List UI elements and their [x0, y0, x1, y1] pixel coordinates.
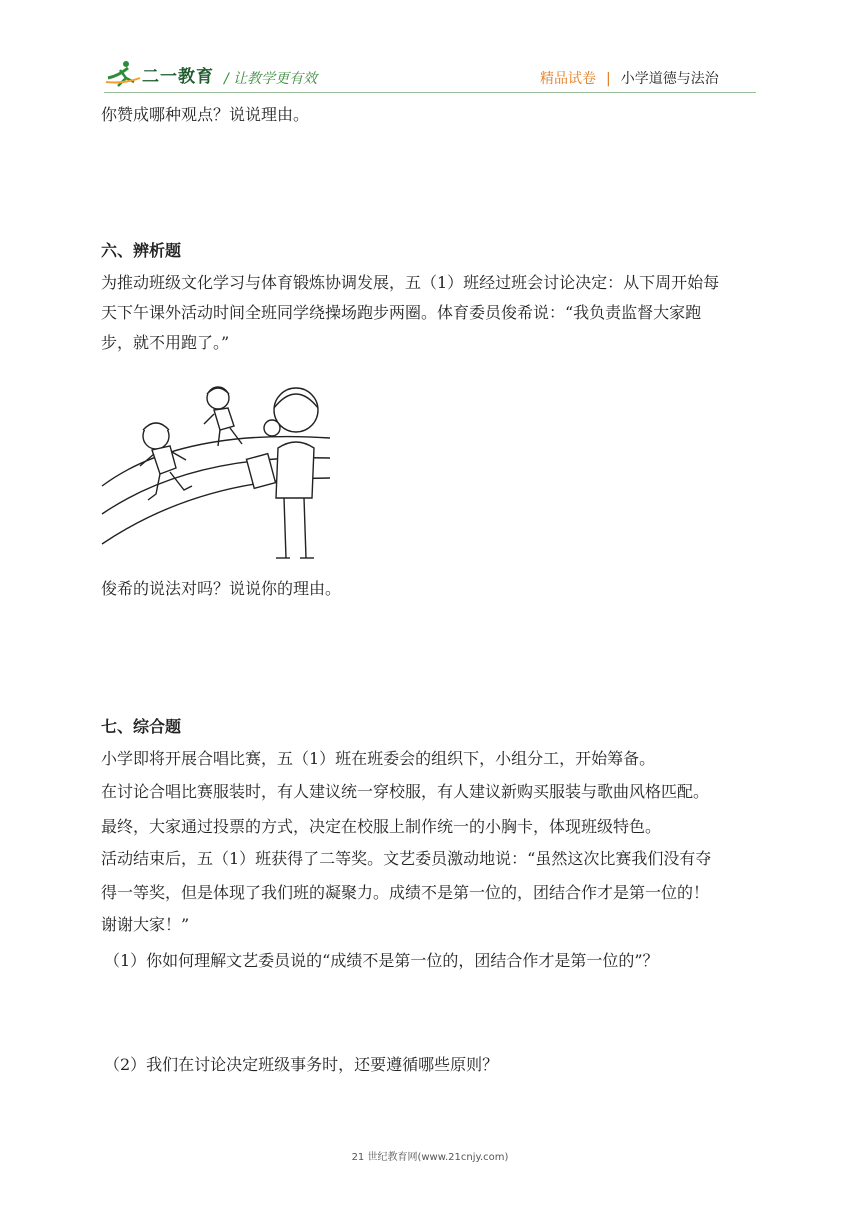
page-header	[0, 0, 860, 100]
header-right	[540, 68, 719, 88]
section7-line4: 活动结束后，五（1）班获得了二等奖。文艺委员激动地说：“虽然这次比赛我们没有夺	[101, 849, 712, 868]
brand-name: 二一教育	[142, 67, 214, 87]
brand-slogan: / 让教学更有效	[224, 71, 318, 87]
q5-prompt: 你赞成哪种观点？说说理由。	[101, 105, 310, 124]
running-track-illustration	[100, 378, 332, 562]
section6-title: 六、辨析题	[101, 241, 182, 260]
section7-line6: 谢谢大家！”	[101, 915, 190, 934]
section7-line5: 得一等奖，但是体现了我们班的凝聚力。成绩不是第一位的，团结合作才是第一位的！	[101, 883, 710, 902]
question-7-2: （2）我们在讨论决定班级事务时，还要遵循哪些原则？	[104, 1055, 499, 1074]
section7-line3: 最终，大家通过投票的方式，决定在校服上制作统一的小胸卡，体现班级特色。	[101, 817, 662, 836]
section6-line2: 天下午课外活动时间全班同学绕操场跑步两圈。体育委员俊希说：“我负责监督大家跑	[101, 303, 702, 322]
section7-line2: 在讨论合唱比赛服装时，有人建议统一穿校服，有人建议新购买服装与歌曲风格匹配。	[101, 782, 710, 801]
section7-line1: 小学即将开展合唱比赛，五（1）班在班委会的组织下，小组分工，开始筹备。	[101, 749, 656, 768]
question-7-1: （1）你如何理解文艺委员说的“成绩不是第一位的，团结合作才是第一位的”？	[104, 951, 659, 970]
page-footer: 21 世纪教育网(www.21cnjy.com)	[351, 1152, 509, 1163]
header-divider	[104, 92, 756, 93]
section6-line1: 为推动班级文化学习与体育锻炼协调发展，五（1）班经过班会讨论决定：从下周开始每	[101, 273, 720, 292]
header-subject: 小学道德与法治	[620, 71, 719, 87]
section6-line3: 步，就不用跑了。”	[101, 333, 230, 352]
header-separator: |	[606, 71, 611, 87]
header-tag: 精品试卷	[540, 71, 596, 87]
section6-question: 俊希的说法对吗？说说你的理由。	[101, 579, 342, 598]
section7-title: 七、综合题	[101, 717, 182, 736]
